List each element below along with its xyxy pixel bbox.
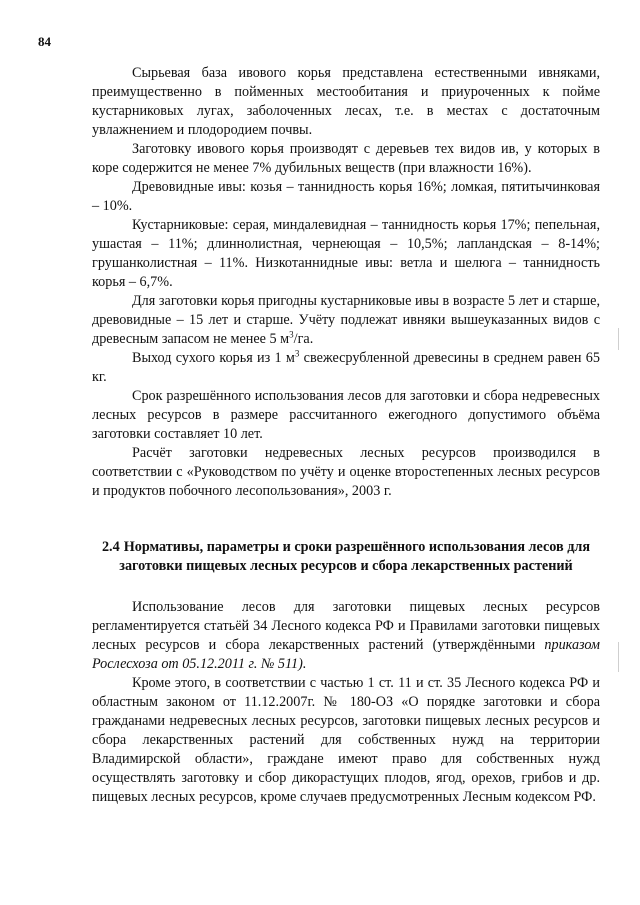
paragraph-bark-yield bbox=[92, 349, 600, 387]
scan-margin-mark bbox=[618, 328, 619, 350]
paragraph-tree-willows: Древовидные ивы: козья – таннидность корья 16%; ломкая, пятитычинковая – 10%. bbox=[92, 179, 600, 214]
bark-yield-text: Выход сухого корья из 1 м bbox=[132, 350, 295, 366]
paragraph-citizens-rights: Кроме этого, в соответствии с частью 1 ст. 11 и ст. 35 Лесного кодекса РФ и областным законом от 11.12.2007г. № 180-ОЗ «О порядке заготовки и сбора гражданами недревесных лесных ресурсов, заготовки пищевых лесных ресурсов и сбора лекарственных растений для собственных нужд на территории Владимирской области», граждане имеют право для собственных нужд осуществлять заготовку и сбор дикорастущих плодов, ягод, орехов, грибов и др. пищевых лесных ресурсов, кроме случаев предусмотренных Лесным кодексом РФ. bbox=[92, 675, 600, 805]
page-number: 84 bbox=[38, 34, 51, 49]
document-body bbox=[92, 64, 600, 807]
bark-yield-tail: свежесрубленной древесины в среднем равен 65 кг. bbox=[92, 350, 600, 385]
bark-yield-sup: 3 bbox=[294, 348, 300, 359]
paragraph-harvest-species: Заготовку ивового корья производят с деревьев тех видов ив, у которых в коре содержится не менее 7% дубильных веществ (при влажности 16%). bbox=[92, 141, 600, 176]
harvest-age-text: Для заготовки корья пригодны кустарниковые ивы в возрасте 5 лет и старше, древовидные – 15 лет и старше. Учёту подлежат ивняки вышеуказанных видов с древесным запасом не менее 5 м bbox=[92, 293, 600, 347]
paragraph-harvest-age bbox=[92, 292, 600, 349]
regulation-order-ref: приказом Рослесхоза от 05.12.2011 г. № 511). bbox=[92, 637, 600, 672]
section-title: Нормативы, параметры и сроки разрешённого использования лесов для заготовки пищевых лесных ресурсов и сбора лекарственных растений bbox=[119, 539, 591, 574]
harvest-age-sup: 3 bbox=[289, 329, 294, 340]
section-number: 2.4 bbox=[101, 539, 120, 555]
harvest-age-tail: /га. bbox=[293, 331, 314, 347]
paragraph-raw-material-base: Сырьевая база ивового корья представлена естественными ивняками, преимущественно в пойменных местообитания и приуроченных к пойме кустарниковых лугах, заболоченных лесах, т.е. в местах с достаточным увлажнением и плодородием почвы. bbox=[92, 65, 600, 138]
section-heading bbox=[92, 538, 600, 576]
paragraph-shrub-willows: Кустарниковые: серая, миндалевидная – таннидность корья 17%; пепельная, ушастая – 11%; длиннолистная, чернеющая – 10,5%; лапландская – 8-14%; грушанколистная – 11%. Низкотаннидные ивы: ветла и шелюга – таннидность корья – 6,7%. bbox=[92, 217, 600, 290]
paragraph-regulation bbox=[92, 598, 600, 674]
paragraph-permit-term: Срок разрешённого использования лесов для заготовки и сбора недревесных лесных ресурсов в размере рассчитанного ежегодного допустимого объёма заготовки составляет 10 лет. bbox=[92, 388, 600, 442]
regulation-text: Использование лесов для заготовки пищевых лесных ресурсов регламентируется статьёй 34 Лесного кодекса РФ и Правилами заготовки пищевых лесных ресурсов и сбора лекарственных растений (утверждёнными bbox=[92, 599, 600, 653]
scan-margin-mark bbox=[618, 642, 619, 672]
paragraph-calculation-basis: Расчёт заготовки недревесных лесных ресурсов производился в соответствии с «Руководством по учёту и оценке второстепенных лесных ресурсов и продуктов побочного лесопользования», 2003 г. bbox=[92, 445, 600, 499]
